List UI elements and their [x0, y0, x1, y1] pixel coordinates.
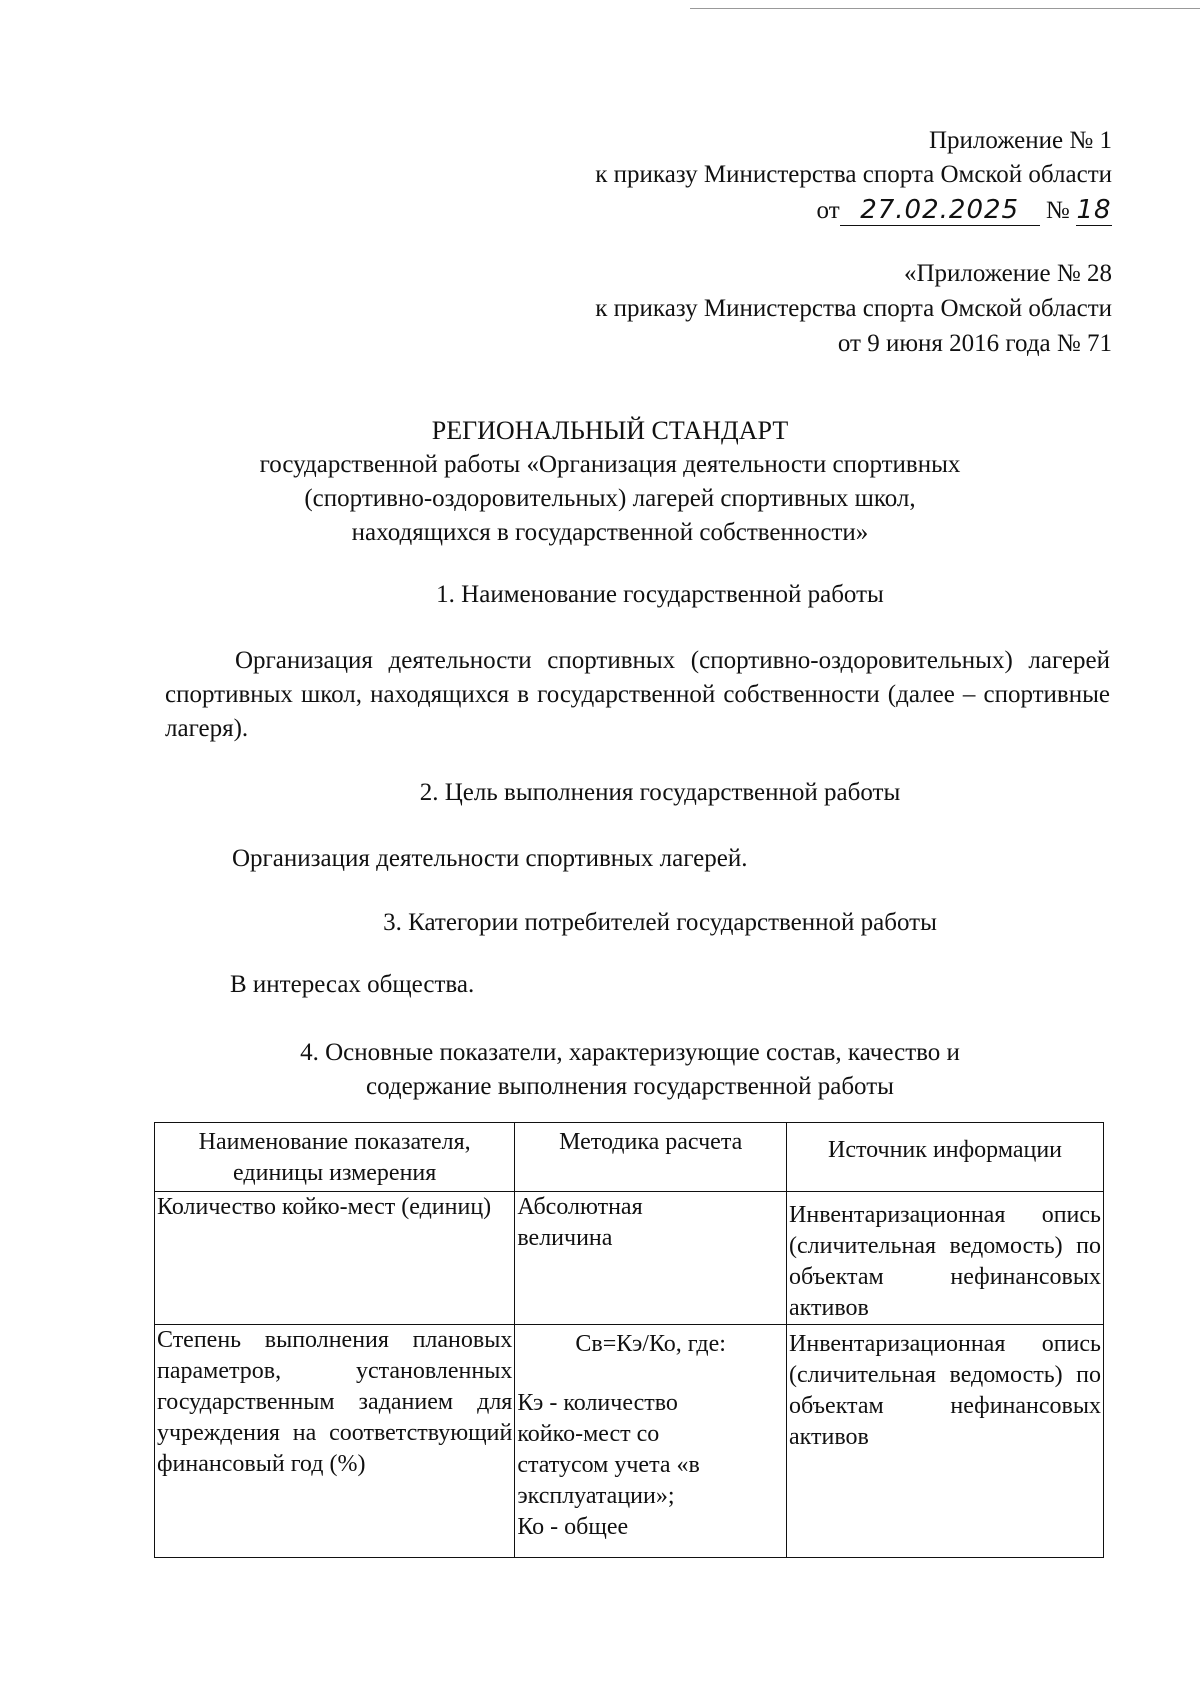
original-order-ref: к приказу Министерства спорта Омской области	[595, 295, 1112, 322]
section-4-heading: 4. Основные показатели, характеризующие состав, качество и содержание выполнения государственной работы	[300, 1039, 960, 1100]
indicators-table	[154, 1122, 1104, 1558]
section-1-heading: 1. Наименование государственной работы	[436, 581, 884, 608]
appendix-order-ref: к приказу Министерства спорта Омской области	[595, 161, 1112, 188]
table-row	[155, 1192, 1104, 1325]
row2-indicator: Степень выполнения плановых параметров, установленных государственным заданием для учреждения на соответствующий финансовый год (%)	[155, 1325, 515, 1558]
section-2-text: Организация деятельности спортивных лагерей.	[232, 845, 748, 872]
section-3-heading: 3. Категории потребителей государственной работы	[383, 909, 937, 936]
table-header-row	[155, 1123, 1104, 1192]
header-source: Источник информации	[787, 1123, 1104, 1192]
title-main: РЕГИОНАЛЬНЫЙ СТАНДАРТ	[431, 416, 789, 445]
method-formula: Св=Кэ/Ко, где:	[575, 1331, 726, 1357]
row2-source: Инвентаризационная опись (сличительная ведомость) по объектам нефинансовых активов	[787, 1325, 1104, 1558]
title-line-4: находящихся в государственной собственности»	[351, 519, 869, 546]
handwritten-number: 18	[1076, 195, 1112, 225]
original-order-date: от 9 июня 2016 года № 71	[837, 330, 1112, 357]
scan-edge-line	[690, 8, 1200, 9]
document-title	[110, 414, 1110, 550]
title-line-2: государственной работы «Организация деятельности спортивных	[259, 451, 961, 478]
header-indicator: Наименование показателя, единицы измерения	[155, 1123, 515, 1192]
title-line-3: (спортивно-оздоровительных) лагерей спортивных школ,	[304, 485, 916, 512]
table-row	[155, 1325, 1104, 1558]
row1-indicator: Количество койко-мест (единиц)	[155, 1192, 515, 1325]
appendix-title: Приложение № 1	[928, 127, 1112, 154]
row1-method: Абсолютная величина	[515, 1192, 787, 1325]
appendix-date-line: от 27.02.2025 № 18	[816, 195, 1112, 225]
row1-source: Инвентаризационная опись (сличительная ведомость) по объектам нефинансовых активов	[787, 1192, 1104, 1325]
section-2-heading: 2. Цель выполнения государственной работы	[419, 779, 901, 806]
handwritten-date: 27.02.2025	[840, 195, 1040, 226]
row2-method: Св=Кэ/Ко, где: Кэ - количество койко-мест со статусом учета «в эксплуатации»; Ко - общее	[515, 1325, 787, 1558]
original-appendix-header	[595, 256, 1112, 361]
header-method: Методика расчета	[515, 1123, 787, 1192]
appendix-header	[595, 124, 1112, 228]
original-appendix-title: «Приложение № 28	[903, 260, 1112, 287]
section-3-text: В интересах общества.	[230, 971, 475, 998]
section-1-text: Организация деятельности спортивных (спортивно-оздоровительных) лагерей спортивных школ, находящихся в государственной собственности (далее – спортивные лагеря).	[165, 647, 1110, 742]
